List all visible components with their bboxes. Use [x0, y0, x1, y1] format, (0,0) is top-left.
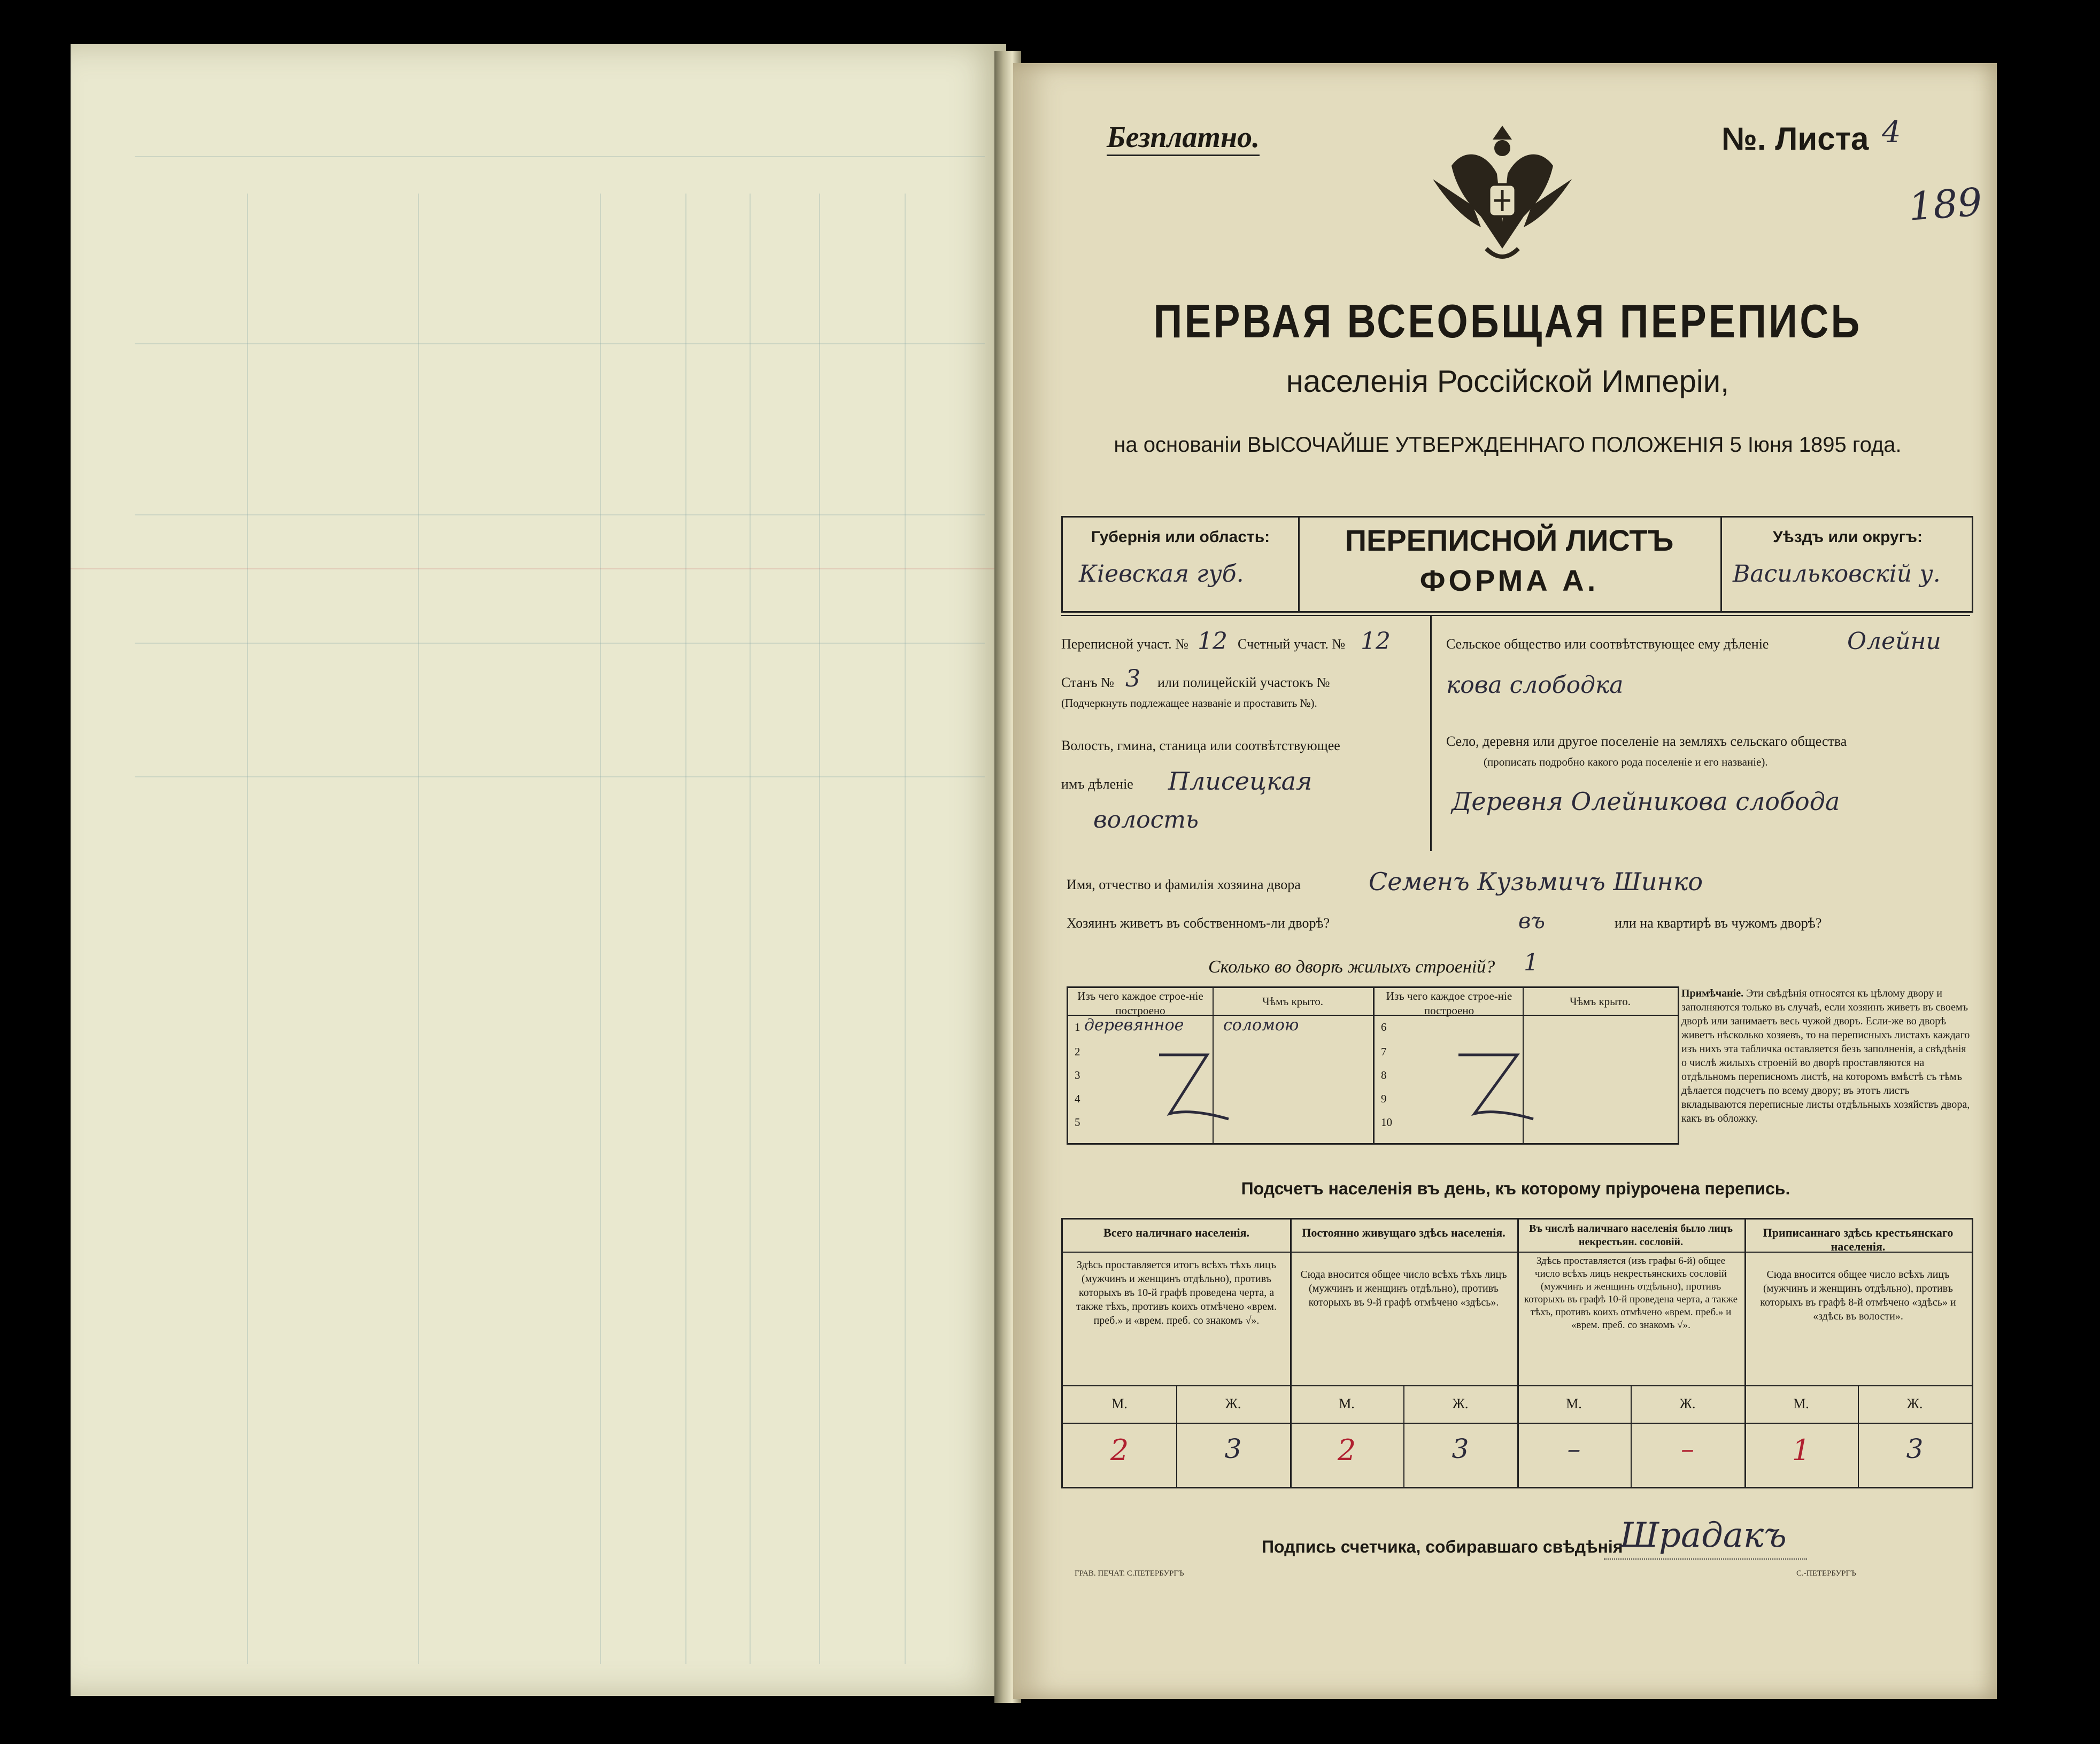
count-col-head: Всего наличнаго населенія. [1103, 1226, 1250, 1239]
free-label: Безплатно. [1107, 120, 1260, 156]
faint-rule [135, 156, 985, 157]
note-text: Эти свѣдѣнія относятся къ цѣлому двору и заполняются только въ случаѣ, если хозяинъ живетъ въ своемъ дворѣ или занимаетъ весь чужой дворъ. Если-же во дворѣ живетъ нѣсколько хозяевъ, то на переписныхъ листахъ каждаго изъ нихъ эта табличка оставляется безъ заполненія, а свѣдѣнія о числѣ жилыхъ строеній во дворѣ проставляются на отдѣльномъ переписномъ листѣ, на которомъ вмѣстѣ съ тѣмъ дѣлается подсчетъ по всему двору; въ этотъ листъ вкладываются переписные листы отдѣльныхъ хозяйствъ двора, какъ въ обложку. [1681, 987, 1970, 1124]
faint-rule [135, 514, 985, 515]
village-note: (прописать подробно какого рода поселеніе и его названіе). [1484, 755, 1768, 768]
row-number: 10 [1381, 1116, 1392, 1129]
enumerator-signature: Шрадакъ [1620, 1516, 1787, 1555]
buildings-note [1681, 986, 1970, 1125]
stan-label: Станъ № [1061, 675, 1114, 690]
female-count: 3 [1224, 1433, 1242, 1464]
male-count: 2 [1337, 1433, 1356, 1467]
buildings-table [1067, 986, 1679, 1145]
roof-header-2: Чѣмъ крыто. [1570, 995, 1631, 1008]
z-strike-mark [1138, 1033, 1234, 1140]
faint-column [685, 194, 686, 1664]
population-count-table [1061, 1218, 1973, 1488]
rent-yard-label: или на квартирѣ въ чужомъ дворѣ? [1615, 915, 1822, 931]
faint-red-rule [71, 568, 1006, 569]
village-label: Село, деревня или другое поселеніе на земляхъ сельскаго общества [1446, 734, 1847, 749]
sheet-number-value: 4 [1882, 115, 1901, 150]
census-title: ПЕРВАЯ ВСЕОБЩАЯ ПЕРЕПИСЬ [1153, 295, 1862, 348]
census-subtitle: населенія Россійской Имперіи, [1286, 364, 1730, 399]
district-box [1720, 518, 1973, 611]
census-section-value: 12 [1198, 628, 1227, 655]
buildings-count-value: 1 [1524, 949, 1539, 976]
row-number: 1 [1075, 1021, 1080, 1033]
underline-note: (Подчеркнуть подлежащее названіе и проставить №). [1061, 697, 1317, 709]
count-col-desc: Здѣсь проставляется итогъ всѣхъ тѣхъ лицъ (мужчинъ и женщинъ отдѣльно), противъ которыхъ въ 10-й графѣ проведена черта, а также тѣхъ, противъ коихъ отмѣчено «врем. преб.» и «врем. преб. со знакомъ √». [1076, 1259, 1277, 1326]
imperial-eagle-emblem [1422, 115, 1582, 275]
count-col-head: Въ числѣ наличнаго населенія было лицъ некрестьян. сословій. [1528, 1223, 1733, 1248]
male-label: М. [1339, 1396, 1355, 1411]
form-title: ПЕРЕПИСНОЙ ЛИСТЪ [1345, 523, 1674, 557]
decree-basis: на основаніи ВЫСОЧАЙШЕ УТВЕРЖДЕННАГО ПОЛОЖЕНІЯ 5 Іюня 1895 года. [1114, 433, 1902, 457]
count-col-head: Приписаннаго здѣсь крестьянскаго населенія. [1763, 1226, 1954, 1253]
faint-rule [135, 776, 985, 777]
row-number: 6 [1381, 1021, 1387, 1033]
faint-column [905, 194, 906, 1664]
district-value: Васильковскій у. [1733, 560, 1941, 588]
female-label: Ж. [1906, 1396, 1923, 1411]
stan-value: 3 [1125, 665, 1140, 692]
signature-label: Подпись счетчика, собиравшаго свѣдѣнія [1262, 1537, 1623, 1556]
village-value: Деревня Олейникова слобода [1452, 787, 1840, 816]
count-col-desc: Сюда вносится общее число всѣхъ тѣхъ лицъ (мужчинъ и женщинъ отдѣльно), противъ которыхъ въ 9-й графѣ отмѣчено «здѣсь». [1300, 1269, 1507, 1308]
faint-column [247, 194, 248, 1664]
faint-column [750, 194, 751, 1664]
row-number: 7 [1381, 1045, 1387, 1058]
province-value: Кіевская губ. [1079, 560, 1244, 588]
note-title: Примѣчаніе. [1681, 987, 1744, 999]
female-count: – [1681, 1433, 1694, 1464]
female-count: 3 [1452, 1433, 1469, 1464]
material-header: Изъ чего каждое строе-ніе построено [1077, 990, 1203, 1017]
building-roof: соломою [1223, 1016, 1299, 1035]
location-divider [1430, 616, 1432, 851]
row-number: 4 [1075, 1092, 1080, 1105]
sheet-number-label: №. Листа [1721, 121, 1869, 157]
female-label: Ж. [1679, 1396, 1696, 1411]
printer-mark-left: ГРАВ. ПЕЧАТ. С.ПЕТЕРБУРГЪ [1075, 1569, 1184, 1578]
province-label: Губернія или область: [1091, 528, 1270, 546]
count-col-desc: Сюда вносится общее число всѣхъ лицъ (мужчинъ и женщинъ отдѣльно), противъ которыхъ въ графѣ 8-й отмѣчено «здѣсь» и «здѣсь въ волости». [1760, 1269, 1956, 1322]
material-header-2: Изъ чего каждое строе-ніе построено [1386, 990, 1512, 1017]
faint-column [600, 194, 601, 1664]
faint-rule [135, 343, 985, 344]
location-section [1061, 615, 1970, 854]
row-number: 5 [1075, 1116, 1080, 1129]
society-value: Олейни [1847, 628, 1941, 655]
faint-rule [135, 643, 985, 644]
male-count: 1 [1792, 1433, 1811, 1467]
buildings-count-label: Сколько во дворѣ жилыхъ строеній? [1208, 957, 1495, 977]
row-number: 3 [1075, 1069, 1080, 1082]
male-label: М. [1566, 1396, 1582, 1411]
female-label: Ж. [1225, 1396, 1241, 1411]
form-header-box [1061, 516, 1973, 613]
faint-column [819, 194, 820, 1664]
volost-label-2: имъ дѣленіе [1061, 776, 1133, 792]
signature-line [1604, 1558, 1807, 1560]
count-col-head: Постоянно живущаго здѣсь населенія. [1302, 1226, 1505, 1239]
police-section-label: или полицейскій участокъ № [1157, 675, 1330, 690]
male-count: 2 [1110, 1433, 1129, 1467]
count-col-desc: Здѣсь проставляется (изъ графы 6-й) общее число всѣхъ лицъ некрестьянскихъ сословій (мужчинъ и женщинъ отдѣльно), противъ которыхъ въ графѣ 10-й проведена черта, а также тѣхъ, противъ коихъ отмѣчено «врем. преб.» и «врем. преб. со знакомъ √». [1524, 1255, 1738, 1331]
volost-value: Плисецкая [1168, 767, 1312, 796]
counting-section-label: Счетный участ. № [1238, 636, 1346, 652]
female-count: 3 [1906, 1433, 1924, 1464]
z-strike-mark [1437, 1033, 1544, 1140]
male-label: М. [1793, 1396, 1809, 1411]
row-number: 8 [1381, 1069, 1387, 1082]
own-yard-value: въ [1518, 909, 1545, 933]
male-label: М. [1111, 1396, 1128, 1411]
printer-mark-right: С.-ПЕТЕРБУРГЪ [1796, 1569, 1856, 1578]
form-letter: ФОРМА А. [1419, 564, 1599, 597]
own-yard-label: Хозяинъ живетъ въ собственномъ-ли дворѣ? [1067, 915, 1330, 931]
owner-name-label: Имя, отчество и фамилія хозяина двора [1067, 877, 1301, 892]
female-label: Ж. [1452, 1396, 1469, 1411]
volost-value-2: волость [1093, 806, 1199, 834]
counting-section-value: 12 [1361, 628, 1391, 655]
census-section-label: Переписной участ. № [1061, 636, 1188, 652]
owner-name-value: Семенъ Кузьмичъ Шинко [1369, 867, 1703, 896]
society-label: Сельское общество или соотвѣтствующее ему дѣленіе [1446, 636, 1769, 652]
row-number: 2 [1075, 1045, 1080, 1058]
building-material: деревянное [1084, 1016, 1184, 1035]
male-count: – [1567, 1433, 1581, 1464]
province-box [1063, 518, 1300, 611]
faint-column [418, 194, 419, 1664]
district-label: Уѣздъ или округъ: [1772, 528, 1923, 546]
stamp-number: 189 [1907, 179, 1984, 229]
society-value-2: кова слободка [1446, 672, 1624, 699]
count-section-title: Подсчетъ населенія въ день, къ которому пріурочена перепись. [1241, 1179, 1790, 1198]
volost-label: Волость, гмина, станица или соотвѣтствующее [1061, 738, 1340, 753]
row-number: 9 [1381, 1092, 1387, 1105]
left-page [71, 44, 1006, 1696]
roof-header: Чѣмъ крыто. [1262, 995, 1323, 1008]
